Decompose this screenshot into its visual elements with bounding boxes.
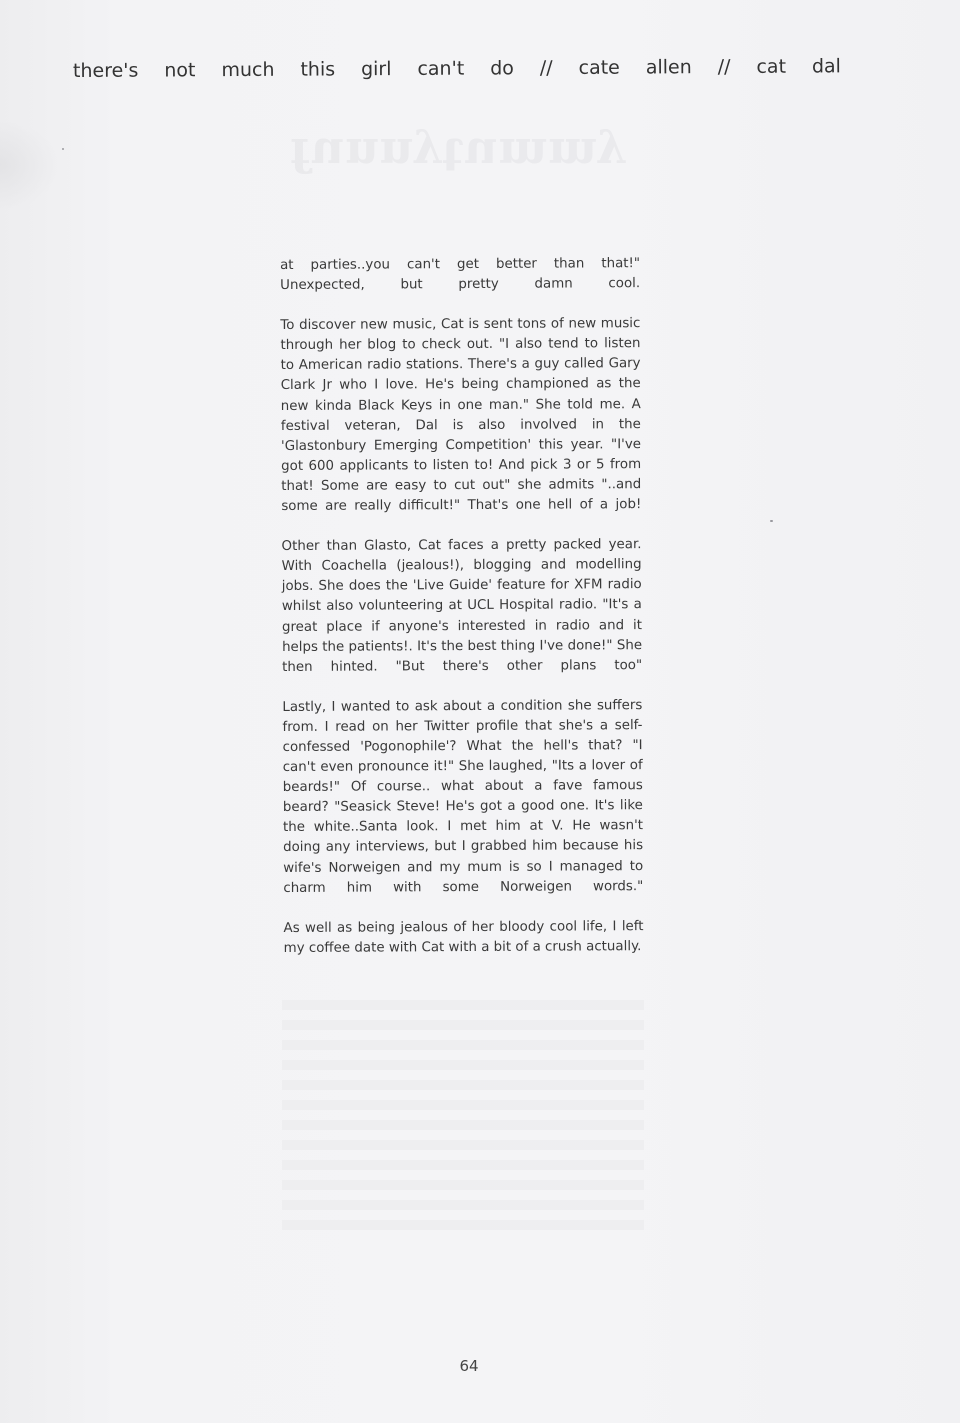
article-paragraph: As well as being jealous of her bloody cool life, I left my coffee date with Cat with a bit of a crush actually. (283, 918, 644, 956)
article-paragraph: Lastly, I wanted to ask about a condition she suffers from. I read on her Twitter profile that she's a self-confessed 'Pogonophile'? What the hell's that? "I can't even pronounce it!" She laughed, "Its a lover of beards!" Of course.. what about a fave famous beard? "Seasick Steve! He's got a good one. It's like the white..Santa look. I met him at V. He wasn't doing any interviews, but I grabbed him because his wife's Norweigen and my mum is so I managed to charm him with some Norweigen words." (282, 697, 644, 896)
header-word: allen (645, 56, 692, 79)
header-word: cate (578, 56, 620, 79)
article-paragraph: To discover new music, Cat is sent tons of new music through her blog to check out. "I also tend to listen to American radio stations. There's a guy called Gary Clark Jr who I love. He's being championed as the new kinda Black Keys in one man." She told me. A festival veteran, Dal is also involved in the 'Glastonbury Emerging Competition' this year. "I've got 600 applicants to listen to! And pick 3 or 5 from that! Some are easy to cut out" she admits "..and some are really difficult!" That's one hell of a job! (280, 316, 642, 515)
header-separator: // (717, 55, 731, 79)
paper-speck (770, 520, 773, 522)
article-paragraph: at parties..you can't get better than that!" Unexpected, but pretty damn cool. (280, 256, 641, 294)
header-word: dal (811, 55, 841, 78)
paper-speck (62, 148, 64, 150)
article-paragraph: Other than Glasto, Cat faces a pretty packed year. With Coachella (jealous!), blogging and modelling jobs. She does the 'Live Guide' feature for XFM radio whilst also volunteering at UCL Hospital radio. "It's a great place if anyone's interested in radio and it helps the patients!. It's the best thing I've done!" She then hinted. "But there's other plans too" (281, 537, 643, 675)
header-word: do (490, 57, 514, 80)
header-word: this (300, 58, 336, 81)
header-word: girl (360, 58, 392, 81)
article-body (280, 254, 644, 979)
show-through-title: funnytummy (290, 128, 626, 182)
page-header (73, 55, 841, 82)
header-word: not (164, 59, 196, 82)
header-word: can't (417, 57, 465, 80)
show-through-smudge (0, 120, 60, 210)
header-word: much (221, 58, 275, 82)
page-number: 64 (459, 1357, 479, 1375)
header-separator: // (539, 57, 553, 80)
show-through-text-block (282, 1000, 644, 1240)
header-word: there's (72, 59, 139, 82)
header-word: cat (756, 55, 787, 78)
